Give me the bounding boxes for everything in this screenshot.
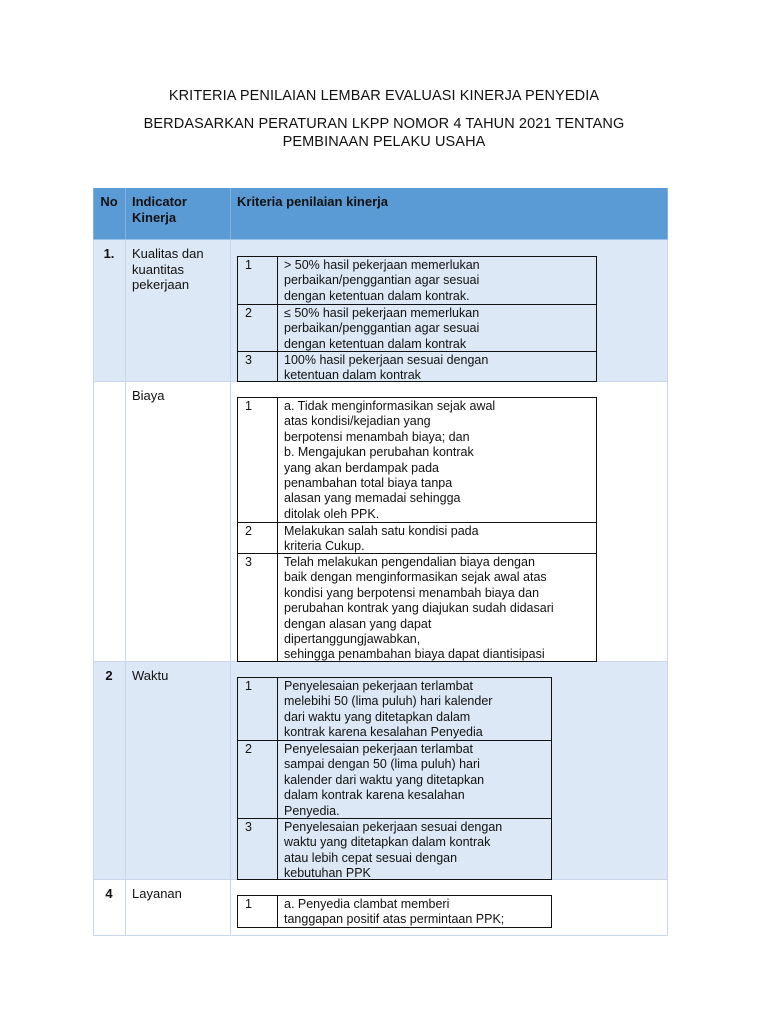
criteria-number: 3 — [245, 820, 252, 834]
criteria-table — [237, 895, 552, 928]
table-row — [93, 382, 668, 662]
criteria-text: a. Penyedia clambat memberi tanggapan positif atas permintaan PPK; — [284, 897, 505, 927]
criteria-text: 100% hasil pekerjaan sesuai dengan ketentuan dalam kontrak — [284, 353, 489, 383]
table-row — [93, 240, 668, 382]
row-indicator: Layanan — [132, 886, 182, 901]
table-header-row — [93, 188, 668, 240]
criteria-number: 3 — [245, 555, 252, 569]
document-title-line-3: PEMBINAAN PELAKU USAHA — [282, 134, 486, 150]
criteria-number: 1 — [245, 679, 252, 693]
document-title-line-1: KRITERIA PENILAIAN LEMBAR EVALUASI KINERJA PENYEDIA — [168, 88, 600, 104]
criteria-number: 3 — [245, 353, 252, 367]
criteria-number: 1 — [245, 399, 252, 413]
table-row — [93, 880, 668, 936]
criteria-number: 1 — [245, 897, 252, 911]
criteria-text: Penyelesaian pekerjaan terlambat sampai dengan 50 (lima puluh) hari kalender dari waktu yang ditetapkan dalam kontrak karena kesalahan Penyedia. — [284, 742, 485, 818]
criteria-row — [238, 678, 551, 740]
row-indicator: Kualitas dan kuantitas pekerjaan — [132, 246, 204, 292]
criteria-text: Penyelesaian pekerjaan terlambat melebihi 50 (lima puluh) hari kalender dari waktu yang ditetapkan dalam kontrak karena kesalahan Penyedia — [284, 679, 493, 740]
criteria-number: 2 — [245, 742, 252, 756]
criteria-text: Melakukan salah satu kondisi pada kriteria Cukup. — [284, 524, 479, 554]
criteria-number: 1 — [245, 258, 252, 272]
table-row — [93, 662, 668, 880]
criteria-table — [237, 677, 552, 880]
criteria-text: ≤ 50% hasil pekerjaan memerlukan perbaikan/penggantian agar sesuai dengan ketentuan dalam kontrak — [284, 306, 480, 351]
criteria-table — [237, 256, 597, 382]
criteria-row — [238, 304, 596, 351]
criteria-row — [238, 740, 551, 818]
criteria-number: 2 — [245, 524, 252, 538]
criteria-row — [238, 818, 551, 880]
row-number: 1. — [103, 246, 115, 261]
criteria-text: a. Tidak menginformasikan sejak awal atas kondisi/kejadian yang berpotensi menambah biaya; dan b. Mengajukan perubahan kontrak yang akan berdampak pada penambahan total biaya tanpa alasan yang memadai sehingga ditolak oleh PPK. — [284, 399, 496, 521]
criteria-row — [238, 257, 596, 304]
criteria-text: Telah melakukan pengendalian biaya dengan baik dengan menginformasikan sejak awal atas kondisi yang berpotensi menambah biaya dan perubahan kontrak yang diajukan sudah didasari dengan alasan yang dapat dipertanggungjawabkan, sehingga penambahan biaya dapat diantisipasi — [284, 555, 554, 662]
criteria-row — [238, 553, 596, 661]
document-title-line-2: BERDASARKAN PERATURAN LKPP NOMOR 4 TAHUN 2021 TENTANG — [143, 116, 625, 132]
row-indicator: Waktu — [132, 668, 169, 683]
header-criteria: Kriteria penilaian kinerja — [237, 194, 389, 209]
criteria-number: 2 — [245, 306, 252, 320]
criteria-row — [238, 351, 596, 381]
row-indicator: Biaya — [132, 388, 165, 403]
row-number: 2 — [105, 668, 113, 683]
criteria-text: Penyelesaian pekerjaan sesuai dengan waktu yang ditetapkan dalam kontrak atau lebih cepat sesuai dengan kebutuhan PPK — [284, 820, 503, 881]
criteria-text: > 50% hasil pekerjaan memerlukan perbaikan/penggantian agar sesuai dengan ketentuan dalam kontrak. — [284, 258, 480, 303]
header-indicator: Indicator Kinerja — [132, 194, 187, 225]
criteria-row — [238, 522, 596, 553]
criteria-row — [238, 896, 551, 927]
header-no: No — [100, 194, 118, 209]
criteria-row — [238, 398, 596, 522]
row-number: 4 — [105, 886, 113, 901]
criteria-table — [237, 397, 597, 662]
